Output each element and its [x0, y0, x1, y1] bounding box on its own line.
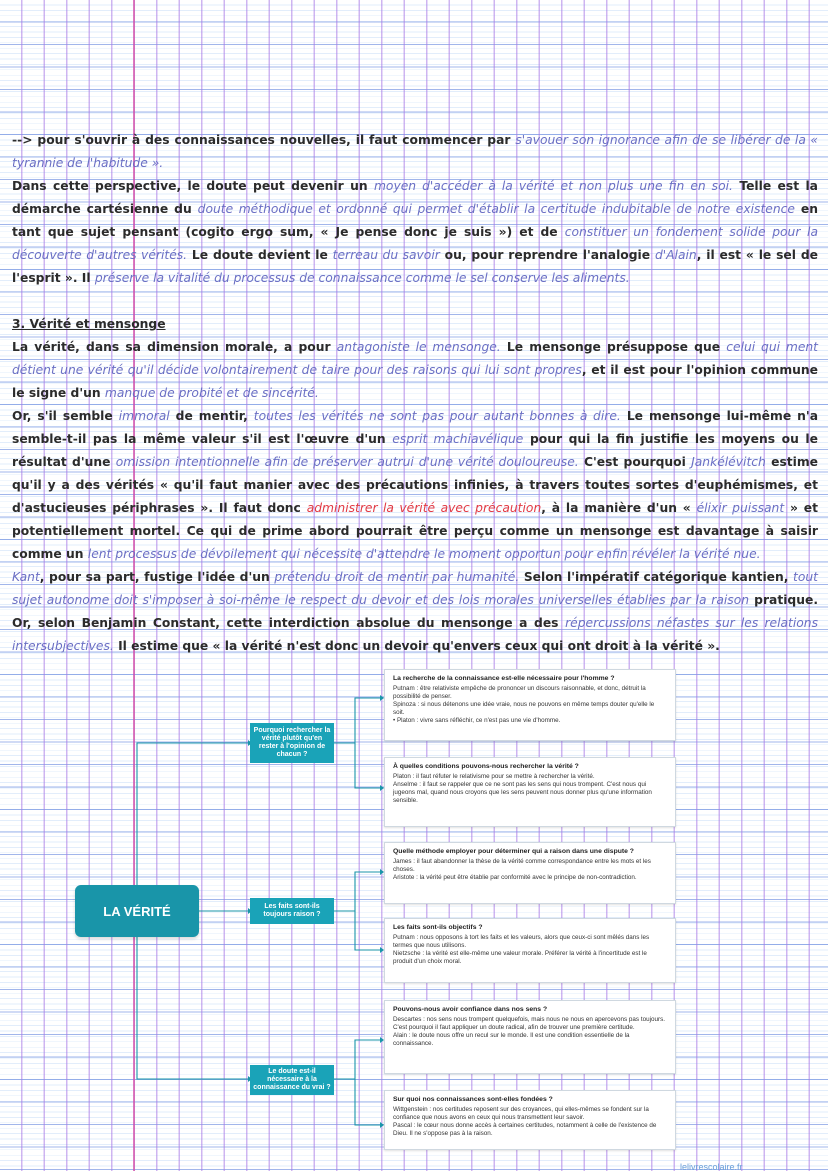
highlighted-text: tout sujet autonome doit s'imposer à soi-même le respect du devoir et des lois morales universelles établies par la raison [12, 570, 819, 607]
paragraph-1 [12, 129, 818, 175]
question-card [384, 1000, 676, 1074]
question-card [384, 1090, 676, 1150]
card-line: Pascal : le cœur nous donne accès à certaines certitudes, notamment à celle de l'existence de Dieu. Il ne s'oppose pas à la raison. [393, 1122, 657, 1137]
card-question: Quelle méthode employer pour déterminer qui a raison dans une dispute ? [393, 848, 634, 855]
text-run: , pour sa part, fustige l'idée d'un [39, 570, 275, 584]
paragraph-3 [12, 336, 818, 405]
text-run: , il est « le sel de l'esprit ». Il [12, 248, 818, 285]
paragraph-4 [12, 405, 818, 566]
text-run: en tant que sujet pensant (cogito ergo sum, « Je pense donc je suis ») et de [12, 202, 818, 239]
highlighted-text: omission intentionnelle afin de préserver autrui d'une vérité douloureuse. [115, 455, 579, 469]
text-run: Il estime que « la vérité n'est donc un devoir qu'envers ceux qui ont droit à la vérité ». [113, 639, 720, 653]
question-card [384, 757, 676, 827]
card-question: À quelles conditions pouvons-nous rechercher la vérité ? [393, 763, 579, 770]
card-line: • Platon : vivre sans réfléchir, ce n'est pas une vie d'homme. [393, 717, 561, 724]
document-text [12, 129, 818, 658]
card-question: Les faits sont-ils objectifs ? [393, 924, 483, 931]
highlighted-text: lent processus de dévoilement qui nécessite d'attendre le moment opportun pour enfin révéler la vérité nue. [87, 547, 761, 561]
highlighted-text: manque de probité et de sincérité. [104, 386, 319, 400]
text-run: Telle est la démarche cartésienne du [12, 179, 818, 216]
branch-node-opinion: Pourquoi rechercher la vérité plutôt qu'en rester à l'opinion de chacun ? [250, 723, 334, 763]
highlighted-text: antagoniste le mensonge. [336, 340, 501, 354]
branch-node-facts: Les faits sont-ils toujours raison ? [250, 898, 334, 924]
card-line: Aristote : la vérité peut être établie par conformité avec le principe de non-contradiction. [393, 874, 637, 881]
highlighted-text: Kant [12, 570, 40, 584]
text-run: C'est pourquoi [578, 455, 692, 469]
text-run: Le mensonge présuppose que [500, 340, 727, 354]
card-line: Spinoza : si nous détenons une idée vraie, nous ne pouvons en même temps douter qu'elle le soit. [393, 701, 655, 716]
card-line: Putnam : être relativiste empêche de prononcer un discours raisonnable, et donc, détruit la possibilité de penser. [393, 685, 646, 700]
section-heading: 3. Vérité et mensonge [12, 317, 166, 331]
card-line: James : il faut abandonner la thèse de la vérité comme correspondance entre les mots et les choses. [393, 858, 651, 873]
highlighted-text: prétendu droit de mentir par humanité. [274, 570, 520, 584]
text-run: estime qu'il y a des vérités « qu'il faut manier avec des précautions infinies, à travers toutes sortes d'euphémismes, et d'astucieuses périphrases ». Il faut donc [12, 455, 819, 515]
highlighted-text: doute méthodique et ordonné qui permet d'établir la certitude indubitable de notre existence [197, 202, 795, 216]
highlighted-text: immoral [118, 409, 170, 423]
text-run: Le doute devient le [187, 248, 333, 262]
card-line: Putnam : nous opposons à tort les faits et les valeurs, alors que ceux-ci sont mêlés dans les termes que nous utilisons. [393, 934, 650, 949]
highlighted-text: toutes les vérités ne sont pas pour autant bonnes à dire. [253, 409, 621, 423]
highlighted-text: moyen d'accéder à la vérité et non plus une fin en soi. [373, 179, 733, 193]
highlighted-text: d'Alain [654, 248, 697, 262]
text-run: Selon l'impératif catégorique kantien, [519, 570, 794, 584]
paragraph-5 [12, 566, 818, 658]
text-run: ou, pour reprendre l'analogie [439, 248, 655, 262]
text-run: La vérité, dans sa dimension morale, a pour [12, 340, 337, 354]
mind-map-root: LA VÉRITÉ [75, 885, 199, 937]
text-run: pour qui la fin justifie les moyens ou le résultat d'une [12, 432, 818, 469]
card-line: Platon : il faut réfuter le relativisme pour se mettre à rechercher la vérité. [393, 773, 595, 780]
text-run: Le mensonge lui-même n'a semble-t-il pas la même valeur s'il est l'œuvre d'un [12, 409, 818, 446]
text-run: --> pour s'ouvrir à des connaissances nouvelles, il faut commencer par [12, 133, 516, 147]
text-run: Or, s'il semble [12, 409, 119, 423]
question-card [384, 842, 676, 904]
highlighted-text: s'avouer son ignorance afin de se libérer de la « tyrannie de l'habitude ». [12, 133, 819, 170]
highlighted-text: esprit machiavélique [392, 432, 524, 446]
card-line: Alain : le doute nous offre un recul sur le monde. Il est une condition essentielle de la connaissance. [393, 1032, 630, 1047]
question-card [384, 669, 676, 741]
text-run: pratique. Or, selon Benjamin Constant, cette interdiction absolue du mensonge a des [12, 593, 818, 630]
text-run: Dans cette perspective, le doute peut devenir un [12, 179, 374, 193]
highlighted-text: terreau du savoir [332, 248, 440, 262]
publisher-logo: lelivrescolaire.fr [680, 1162, 743, 1171]
text-run: , et il est pour l'opinion commune le signe d'un [12, 363, 818, 400]
card-line: Wittgenstein : nos certitudes reposent sur des croyances, qui elles-mêmes se fondent sur la confiance que nous avons en ceux qui nous transmettent leur savoir. [393, 1106, 649, 1121]
text-run: de mentir, [169, 409, 254, 423]
question-card [384, 918, 676, 983]
highlighted-text: élixir puissant [696, 501, 785, 515]
card-line: Nietzsche : la vérité est elle-même une valeur morale. Préférer la vérité à l'incertitude est le produit d'un choix moral. [393, 950, 647, 965]
card-question: Pouvons-nous avoir confiance dans nos sens ? [393, 1006, 548, 1013]
paragraph-2 [12, 175, 818, 290]
text-run: , à la manière d'un « [541, 501, 697, 515]
highlighted-text: constituer un fondement solide pour la découverte d'autres vérités. [12, 225, 819, 262]
mind-map [0, 660, 828, 1171]
card-question: La recherche de la connaissance est-elle nécessaire pour l'homme ? [393, 675, 615, 682]
highlighted-text: répercussions néfastes sur les relations intersubjectives. [12, 616, 818, 653]
highlighted-text: Jankélévitch [691, 455, 766, 469]
highlighted-text: préserve la vitalité du processus de connaissance comme le sel conserve les aliments. [94, 271, 630, 285]
card-line: Descartes : nos sens nous trompent quelquefois, mais nous ne nous en apercevons pas toujours. C'est pourquoi il faut appliquer un doute radical, afin de trouver une première certitude. [393, 1016, 665, 1031]
card-question: Sur quoi nos connaissances sont-elles fondées ? [393, 1096, 553, 1103]
branch-node-doubt: Le doute est-il nécessaire à la connaissance du vrai ? [250, 1065, 334, 1095]
highlighted-text: celui qui ment détient une vérité qu'il décide volontairement de taire pour des raisons qui lui sont propres [12, 340, 819, 377]
text-run: » et potentiellement mortel. Ce qui de prime abord pourrait être perçu comme un mensonge est davantage à saisir comme un [12, 501, 818, 561]
emphasis-red-text: administrer la vérité avec précaution [306, 501, 542, 515]
card-line: Anselme : il faut se rappeler que ce ne sont pas les sens qui nous trompent. C'est nous qui jugeons mal, quand nous croyons que les sens peuvent nous donner plus qu'une information sensible. [393, 781, 652, 804]
